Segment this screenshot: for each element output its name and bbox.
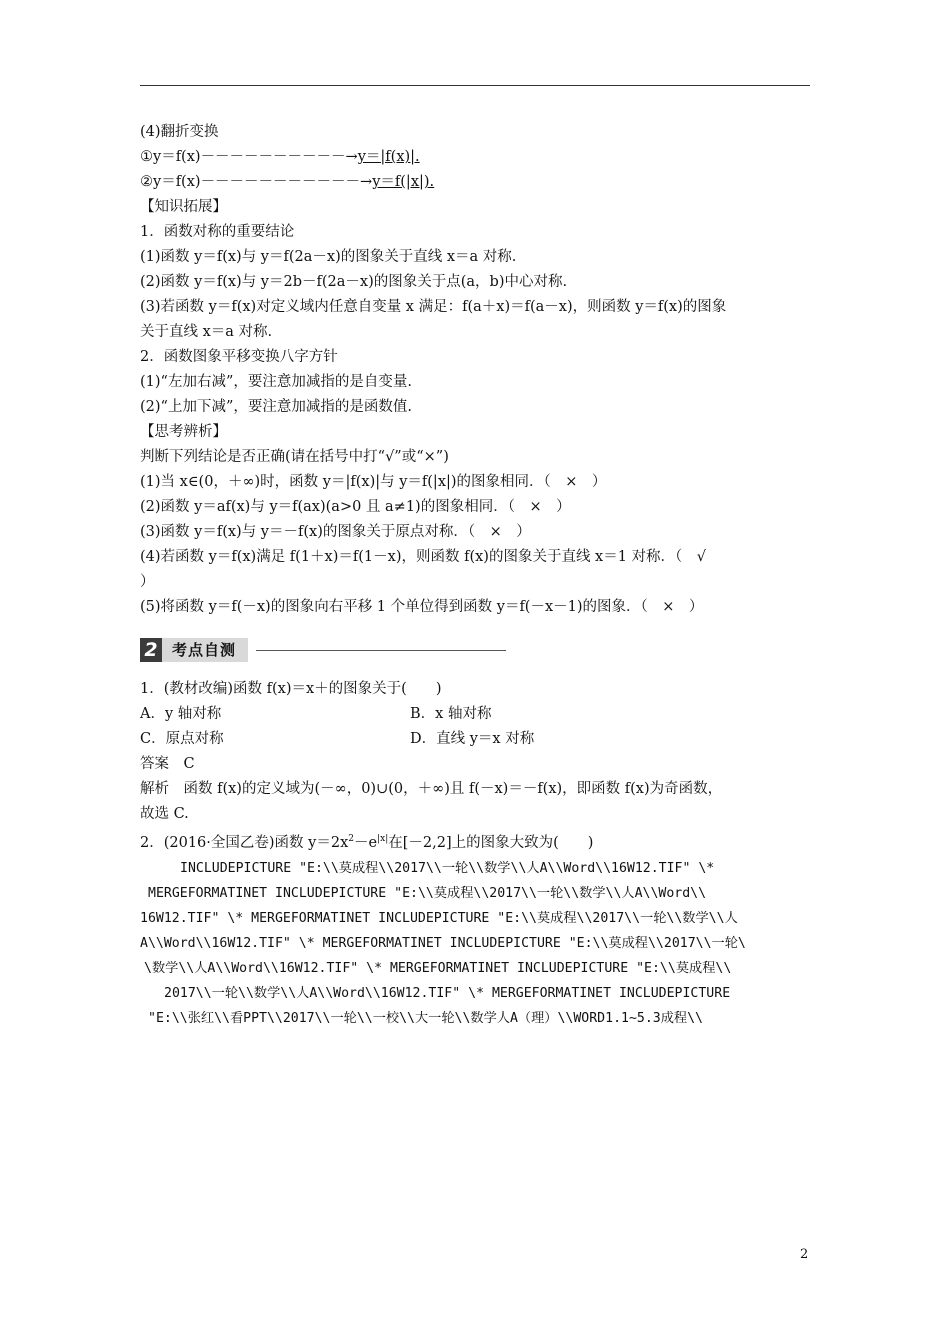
- q2-stem-post: 在[－2,2]上的图象大致为( ): [388, 834, 594, 851]
- q1-analysis-1: 解析 函数 f(x)的定义域为(－∞，0)∪(0，＋∞)且 f(－x)＝－f(x)，即函数 f(x)为奇函数，: [140, 781, 723, 797]
- field-code-line: MERGEFORMATINET INCLUDEPICTURE "E:\\莫成程\\2017\\一轮\\数学\\人A\\Word\\: [148, 885, 707, 901]
- fold-title: (4)翻折变换: [140, 124, 219, 140]
- fold-line-2-prefix: ②y＝f(x): [140, 174, 201, 190]
- q2-stem-mid: －e: [354, 834, 378, 851]
- q1-option-a: A．y 轴对称: [140, 706, 222, 722]
- fold-line-2: [140, 170, 812, 195]
- q1-options-row-2: [140, 727, 812, 752]
- q1-stem: 1．(教材改编)函数 f(x)＝x＋的图象关于( ): [140, 681, 442, 697]
- thinking-item: (2)函数 y＝af(x)与 y＝f(ax)(a>0 且 a≠1)的图象相同．（ × ）: [140, 499, 571, 515]
- field-code-line: \数学\\人A\\Word\\16W12.TIF" \* MERGEFORMATINET INCLUDEPICTURE "E:\\莫成程\\: [144, 960, 732, 976]
- field-code-line: 2017\\一轮\\数学\\人A\\Word\\16W12.TIF" \* MERGEFORMATINET INCLUDEPICTURE: [164, 985, 731, 1001]
- extension-item: (1)函数 y＝f(x)与 y＝f(2a－x)的图象关于直线 x＝a 对称.: [140, 249, 517, 265]
- q2-stem-sup1: 2: [348, 834, 354, 844]
- extension-item: (1)“左加右减”，要注意加减指的是自变量.: [140, 374, 412, 390]
- thinking-item: (1)当 x∈(0，＋∞)时，函数 y＝|f(x)|与 y＝f(|x|)的图象相同．（ × ）: [140, 474, 607, 490]
- extension-item: (2)函数 y＝f(x)与 y＝2b－f(2a－x)的图象关于点(a，b)中心对称.: [140, 274, 568, 290]
- section-title: 考点自测: [162, 638, 248, 662]
- field-code-line: A\\Word\\16W12.TIF" \* MERGEFORMATINET INCLUDEPICTURE "E:\\莫成程\\2017\\一轮\: [140, 935, 746, 951]
- extension-header: 【知识拓展】: [140, 199, 227, 215]
- thinking-item: (4)若函数 y＝f(x)满足 f(1＋x)＝f(1－x)，则函数 f(x)的图象关于直线 x＝1 对称．（ √: [140, 549, 707, 565]
- fold-line-1-prefix: ①y＝f(x): [140, 149, 201, 165]
- extension-item: (3)若函数 y＝f(x)对定义域内任意自变量 x 满足：f(a＋x)＝f(a－x)，则函数 y＝f(x)的图象: [140, 299, 727, 315]
- header-rule: [140, 85, 810, 86]
- q1-option-c: C．原点对称: [140, 731, 224, 747]
- fold-line-2-arrow: －－－－－－－－－－－→: [200, 174, 373, 190]
- q1-answer: 答案 C: [140, 756, 195, 772]
- q1-option-d: D．直线 y＝x 对称: [410, 731, 535, 747]
- field-code-line: "E:\\张红\\看PPT\\2017\\一轮\\一校\\大一轮\\数学人A（理）\\WORD1.1~5.3成程\\: [148, 1010, 703, 1026]
- q2-stem-sup2: |x|: [377, 834, 389, 844]
- thinking-item: 判断下列结论是否正确(请在括号中打“√”或“×”): [140, 449, 449, 465]
- q1-analysis-2: 故选 C.: [140, 806, 189, 822]
- field-code-line: 16W12.TIF" \* MERGEFORMATINET INCLUDEPICTURE "E:\\莫成程\\2017\\一轮\\数学\\人: [140, 910, 738, 926]
- fold-line-1-arrow: －－－－－－－－－－→: [200, 149, 358, 165]
- fold-line-2-result: y＝f(|x|).: [372, 174, 435, 190]
- q2-stem-pre: 2．(2016·全国乙卷)函数 y＝2x: [140, 834, 349, 851]
- thinking-header: 【思考辨析】: [140, 424, 227, 440]
- thinking-item: (5)将函数 y＝f(－x)的图象向右平移 1 个单位得到函数 y＝f(－x－1)的图象．（ × ）: [140, 599, 704, 615]
- extension-item: 关于直线 x＝a 对称.: [140, 324, 273, 340]
- section-number: 2: [140, 638, 162, 662]
- extension-item: 2．函数图象平移变换八字方针: [140, 349, 338, 365]
- q1-options-row-1: [140, 702, 812, 727]
- q2-stem: [140, 827, 812, 856]
- fold-line-1: [140, 145, 812, 170]
- page-number: 2: [800, 1247, 809, 1262]
- fold-line-1-result: y＝|f(x)|.: [357, 149, 420, 165]
- extension-item: (2)“上加下减”，要注意加减指的是函数值.: [140, 399, 412, 415]
- page-content: [140, 120, 812, 1031]
- section-heading: [140, 637, 812, 663]
- q1-option-b: B．x 轴对称: [410, 706, 492, 722]
- thinking-item: (3)函数 y＝f(x)与 y＝－f(x)的图象关于原点对称．（ × ）: [140, 524, 531, 540]
- field-code-line: INCLUDEPICTURE "E:\\莫成程\\2017\\一轮\\数学\\人A\\Word\\16W12.TIF" \*: [180, 860, 715, 876]
- thinking-item: ）: [140, 574, 155, 590]
- section-rule: [256, 650, 506, 651]
- extension-item: 1．函数对称的重要结论: [140, 224, 295, 240]
